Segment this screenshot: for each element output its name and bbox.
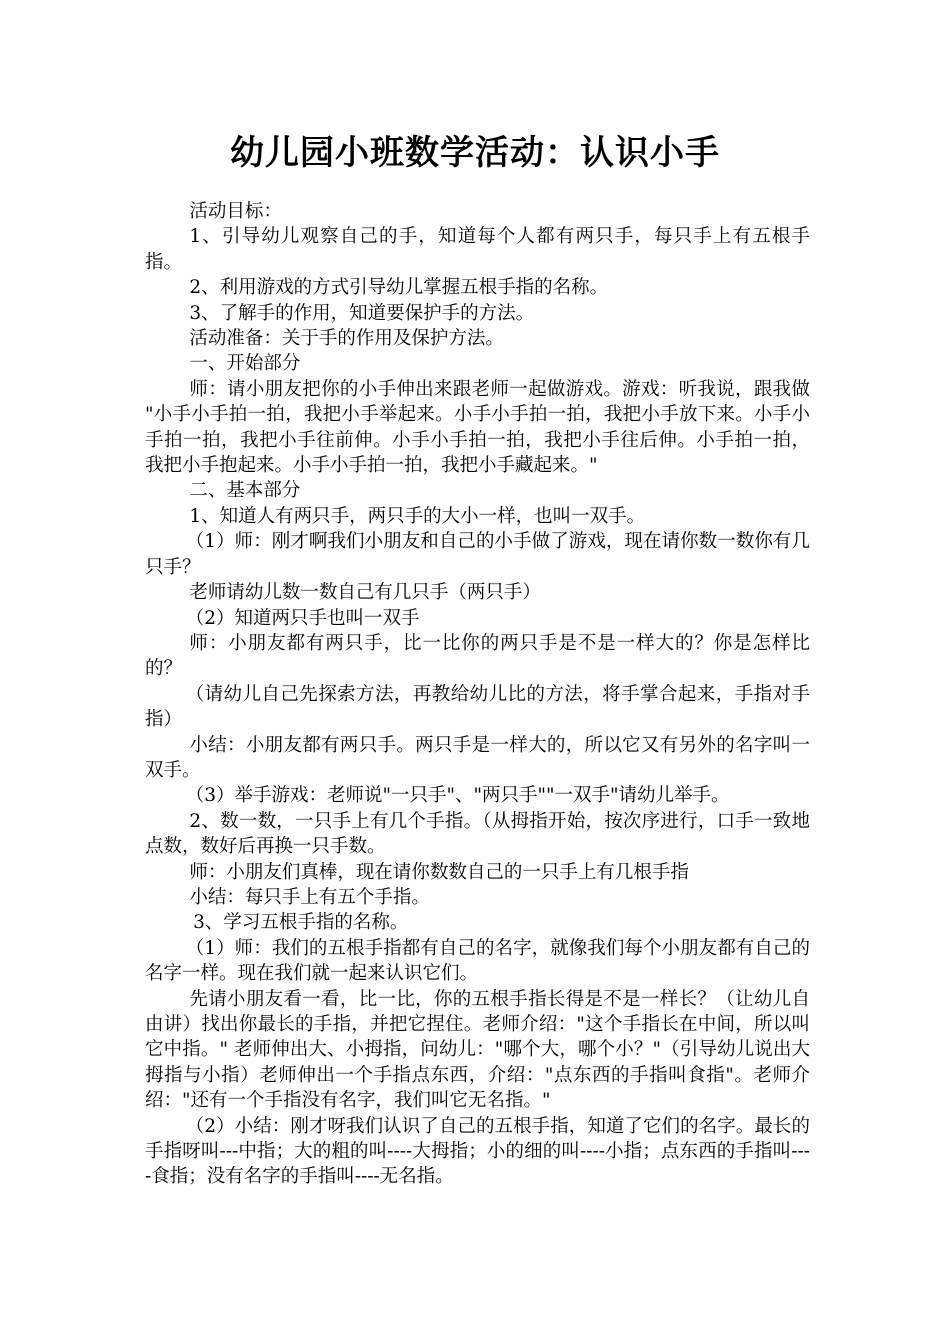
paragraph: 先请小朋友看一看，比一比，你的五根手指长得是不是一样长？（让幼儿自由讲）找出你最长的手指，并把它捏住。老师介绍："这个手指长在中间，所以叫它中指。" 老师伸出大、小拇指，问幼儿："哪个大，哪个小？"（引导幼儿说出大拇指与小指）老师伸出一个手指点东西，介绍："点东西的手指叫食指"。老师介绍："还有一个手指没有名字，我们叫它无名指。" bbox=[145, 988, 810, 1112]
section-heading-basic: 二、基本部分 bbox=[189, 480, 301, 502]
paragraph: （3）举手游戏：老师说"一只手"、"两只手""一双手"请幼儿举手。 bbox=[185, 785, 730, 807]
paragraph: 师：小朋友们真棒，现在请你数数自己的一只手上有几根手指 bbox=[189, 861, 689, 883]
paragraph: （请幼儿自己先探索方法，再教给幼儿比的方法，将手掌合起来，手指对手指） bbox=[145, 683, 810, 731]
paragraph: （2）小结：刚才呀我们认识了自己的五根手指，知道了它们的名字。最长的手指呀叫---中指；大的粗的叫----大拇指；小的细的叫----小指；点东西的手指叫----食指；没有名字的手指叫----无名指。 bbox=[145, 1115, 810, 1188]
goal-item-2: 2、利用游戏的方式引导幼儿掌握五根手指的名称。 bbox=[189, 277, 609, 299]
paragraph: （1）师：刚才啊我们小朋友和自己的小手做了游戏，现在请你数一数你有几只手？ bbox=[145, 531, 810, 578]
paragraph: 老师请幼儿数一数自己有几只手（两只手） bbox=[189, 582, 541, 604]
paragraph: 师：请小朋友把你的小手伸出来跟老师一起做游戏。游戏：听我说，跟我做 "小手小手拍一拍，我把小手举起来。小手小手拍一拍，我把小手放下来。小手小手拍一拍，我把小手往前伸。小手小手拍一拍，我把小手往后伸。小手拍一拍，我把小手抱起来。小手小手拍一拍，我把小手藏起来。" bbox=[145, 378, 810, 477]
section-heading-goals: 活动目标： bbox=[189, 201, 282, 222]
paragraph: 1、知道人有两只手，两只手的大小一样，也叫一双手。 bbox=[189, 505, 646, 527]
goal-item-1: 1、引导幼儿观察自己的手，知道每个人都有两只手，每只手上有五根手指。 bbox=[145, 226, 810, 273]
document-body bbox=[145, 199, 810, 1190]
page-title: 幼儿园小班数学活动：认识小手 bbox=[230, 133, 720, 173]
paragraph: 小结：小朋友都有两只手。两只手是一样大的，所以它又有另外的名字叫一双手。 bbox=[145, 734, 810, 781]
section-heading-start: 一、开始部分 bbox=[189, 353, 301, 375]
preparation-text: 活动准备：关于手的作用及保护方法。 bbox=[189, 328, 504, 350]
paragraph: 师：小朋友都有两只手，比一比你的两只手是不是一样大的？你是怎样比的？ bbox=[145, 632, 810, 680]
paragraph: （2）知道两只手也叫一双手 bbox=[185, 607, 420, 629]
paragraph: 2、数一数，一只手上有几个手指。（从拇指开始，按次序进行，口手一致地点数，数好后再换一只手数。 bbox=[145, 810, 810, 858]
paragraph: 小结：每只手上有五个手指。 bbox=[189, 886, 430, 908]
paragraph: （1）师：我们的五根手指都有自己的名字，就像我们每个小朋友都有自己的名字一样。现在我们就一起来认识它们。 bbox=[145, 937, 810, 985]
goal-item-3: 3、了解手的作用，知道要保护手的方法。 bbox=[189, 302, 535, 324]
paragraph: 3、学习五根手指的名称。 bbox=[193, 912, 409, 934]
